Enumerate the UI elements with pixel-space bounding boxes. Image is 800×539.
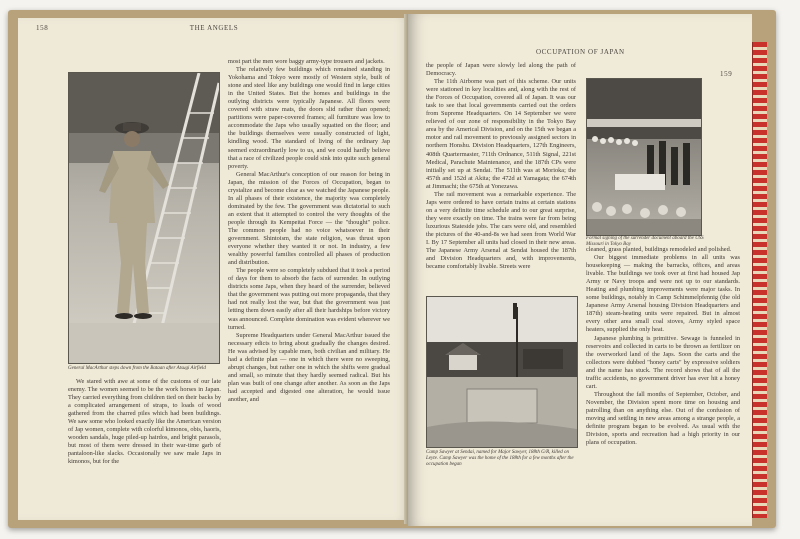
paragraph: The 11th Airborne was part of this scheme. Our units were stationed in key localities and, along with the rest of the Forces of Occupation, covered all of Japan. It was our task to see that local governments carried out the orders from Supreme Headquarters. On 14 September we were relieved of our zone of responsibility in the Tokyo Bay area by the Americal Division, and on the 15th we began a motor and rail movement to previously assigned sectors in northern Honshu. Division Headquarters, 127th Engineers, 408th Quartermaster, 711th Ordnance, 511th Signal, 221st Medical, Parachute Maintenance, and the 187th CPs were initially set up at Sendai. The 511th was at Morioka; the 457th and 152d at Akita; the 472d at Yamagata; the 674th at Jimmachi; the 675th at Yonezawa.	[426, 78, 576, 190]
right-column-2-text	[586, 246, 740, 516]
paragraph: cleaned, grass planted, buildings remodeled and polished.	[586, 246, 732, 253]
left-column-1-text	[68, 378, 221, 510]
right-page	[408, 14, 752, 526]
left-running-head: THE ANGELS	[189, 24, 239, 32]
camp-photo	[426, 296, 578, 448]
paragraph: the people of Japan were slowly led along the path of Democracy.	[426, 62, 576, 78]
paragraph: General MacArthur's conception of our reason for being in Japan, the mission of the Forces of Occupation, began to crystalize and become clear as we watched the Japanese people. In all phases of their existence, the majority was completely dominated by the few. The government was dictatorial to such an extent that it attempted to control the very thoughts of the people through its Kempeitai Force — the "thought" police. The common people had no voice whatsoever in their government. Shintoism, the state religion, was thrust upon everyone whether they wanted it or not. In industry, a few wealthy powerful families controlled all phases of production and distribution.	[228, 170, 390, 267]
left-column-2-text	[228, 58, 390, 510]
paragraph: most part the men wore baggy army-type trousers and jackets.	[228, 58, 385, 65]
cover-map-edge	[752, 42, 767, 518]
left-page	[18, 18, 410, 520]
paragraph: The rail movement was a remarkable experience. The Japs were ordered to have certain trains at certain stations on a very definite time schedule and to our great surprise, they were exactly on time. The trains were far from being luxurious Stateside jobs. The cars were old, and resembled the pictures of the 40-and-8s we had seen from World War I. By 17 September all units had closed in their new areas. The Japanese Army Arsenal at Sendai housed the 187th and Division Headquarters and, with improvements, became comfortably livable. Streets were	[426, 190, 576, 271]
surrender-photo	[586, 78, 702, 236]
right-column-1-text	[426, 62, 576, 314]
macarthur-photo	[68, 72, 220, 364]
paragraph: Our biggest immediate problems in all units was housekeeping — making the barracks, offices, and areas livable. The buildings we took over at first had housed Jap Army or Navy troops and were not up to our standards. Heating and plumbing improvements were major tasks. In some buildings, notably in Camp Schimmelpfennig (the old Japanese Army Arsenal housing Division Headquarters and 187th) steam-heating units were repaired. But in almost every other area small coal stoves, Army styled space heaters, supplied the only heat.	[586, 254, 740, 334]
paragraph: We stared with awe at some of the customs of our late enemy. The women seemed to be the work horses in Japan. They carried everything from children tied on their backs by a complicated arrangement of straps, to loads of wood gathered from the charred piles which had been buildings. We saw some who looked exactly like the American version of Jap women, complete with colorful kimonos, obis, haoris, wooden sandals, huge piled-up hairdos, and bright parasols, but most of them were dressed in their war-time garb of pantaloon-like slacks. Occasionally we saw male Japs in kimonos, but for the	[68, 378, 221, 466]
surrender-caption: Formal signing of the surrender document aboard the USS Missouri in Tokyo Bay	[586, 236, 704, 247]
right-page-number: 159	[720, 70, 733, 78]
paragraph: The people were so completely subdued that it took a period of days for them to absorb the facts of surrender. In outlying districts some Japs, when they heard of the surrender, believed that the government was putting out more propaganda, that they had not really lost the war, but that the government was just letting them down easily after all their hardships before victory was announced. Complete domination was evident wherever we turned.	[228, 267, 390, 331]
camp-caption: Camp Sawyer at Sendai, named for Major Sawyer, 188th G/R, killed on Leyte. Camp Sawyer was the home of the 188th for a few months after the occupation began	[426, 450, 574, 467]
paragraph: Japanese plumbing is primitive. Sewage is funneled in reservoirs and collected in carts to be thrown as fertilizer on the overworked land of the Japs. Soon the carts and the collectors were dubbed "honey carts" by expressive soldiers and the name has stuck. The record shows that of all the traffic accidents, no government driver has ever hit a honey cart.	[586, 334, 740, 390]
macarthur-caption: General MacArthur steps down from the Bataan after Atsugi Airfield	[68, 366, 206, 371]
paragraph: Supreme Headquarters under General MacArthur issued the necessary edicts to bring about gradually the changes desired. He was advised by capable men, both civilian and military. He had a definite plan — one in which there were no sweeping, abrupt changes, but rather one in which the shifts were gradual and small, so minute that they hardly seemed radical. But his plan was built of one change after another. As soon as the Japs had accepted and digested one alteration, he would issue another, and	[228, 331, 390, 403]
paragraph: Throughout the fall months of September, October, and November, the Division spent more time on housing and patrolling than on anything else. Out of the confusion of moving and settling in new areas among a strange people, a definite program began to be evolved. As usual with the Division, sports and recreation had a high priority in our plans of occupation.	[586, 390, 740, 447]
right-running-head: OCCUPATION OF JAPAN	[536, 48, 625, 56]
left-page-number: 158	[36, 24, 49, 32]
paragraph: The relatively few buildings which remained standing in Yokohama and Tokyo were mostly of Western style, built of stone and steel like any buildings one would find in large cities in the United States. But the homes and buildings in the outlying districts were typically Japanese. All floors were covered with straw mats, the doors slid rather than opened; partitions were paper-covered frames; all furniture was low to accommodate the Japs who usually squatted on the floor; and the buildings themselves were usually constructed of light, kindling wood. The standard of living of the ordinary Jap seemed extraordinarily low to us, and we could hardly believe that a race of civilized people could sink into quite such general poverty.	[228, 66, 390, 170]
